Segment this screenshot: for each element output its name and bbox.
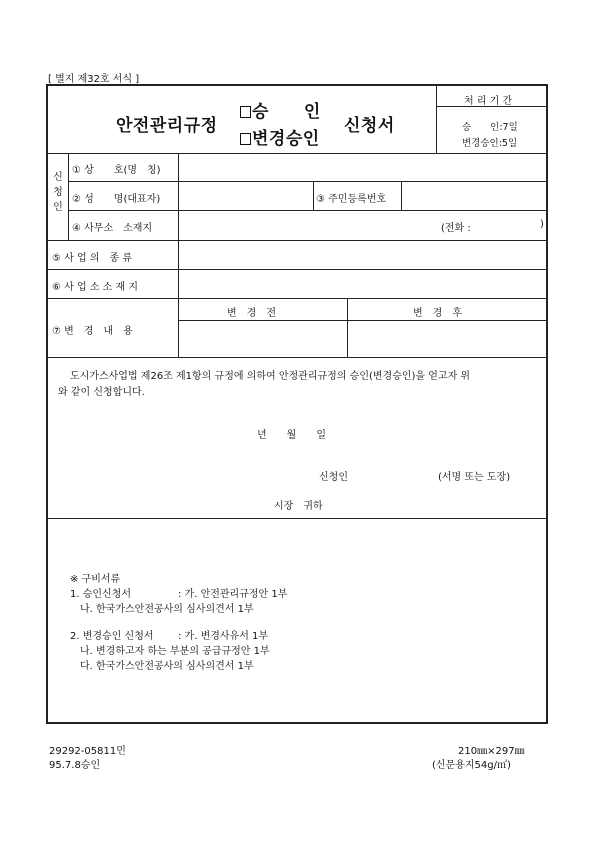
after-change-header: 변 경 후 [413,308,462,319]
title-prefix: 안전관리규정 [116,116,218,136]
divider [68,210,547,211]
change-after-field[interactable] [349,322,545,356]
signature-note: (서명 또는 도장) [438,472,511,483]
representative-name-label: ② 성 명(대표자) [72,194,161,205]
addressee: 시장 귀하 [274,501,323,512]
statement-line-1: 도시가스사업법 제26조 제1항의 규정에 의하여 안정관리규정의 승인(변경승인)을 얻고자 위 [70,371,471,382]
form-code: 29292-05811민 [49,746,126,757]
processing-period-label: 처 리 기 간 [464,96,513,107]
checkbox-icon[interactable] [240,133,251,145]
divider [47,357,547,358]
business-name-field[interactable] [180,155,545,180]
business-name-label: ① 상 호(명 칭) [72,165,161,176]
business-type-field[interactable] [180,242,545,268]
processing-approval-days: 승 인:7일 [462,122,518,133]
doc-item-2-b: 나. 변경하고자 하는 부분의 공급규정안 1부 [80,646,270,657]
approval-option[interactable] [240,97,321,122]
divider [347,298,348,357]
approval-date: 95.7.8승인 [49,760,101,771]
before-change-header: 변 경 전 [227,308,276,319]
doc-item-1-title: 1. 승인신청서 [70,589,132,600]
approval-option-label: 승 인 [252,102,321,122]
doc-item-2-title: 2. 변경승인 신청서 [70,631,154,642]
divider [313,181,314,210]
business-type-label: ⑤ 사 업 의 종 류 [52,253,132,264]
divider [47,269,547,270]
divider [68,181,547,182]
divider [178,153,179,357]
divider [47,298,547,299]
divider [47,153,547,154]
title-suffix: 신청서 [344,116,395,136]
application-date: 년 월 일 [257,430,326,441]
office-address-label: ④ 사무소 소재지 [72,223,153,234]
doc-item-2-c: 다. 한국가스안전공사의 심사의견서 1부 [80,661,254,672]
change-before-field[interactable] [180,322,346,356]
doc-item-1-a: : 가. 안전관리규정안 1부 [178,589,288,600]
applicant-signature-label: 신청인 [319,472,348,483]
resident-number-label: ③ 주민등록번호 [316,194,387,205]
change-content-label: ⑦ 변 경 내 용 [52,326,133,337]
change-approval-option[interactable] [240,124,320,149]
divider [68,153,69,240]
representative-name-field[interactable] [180,183,311,208]
form-number-label: [ 별지 제32호 서식 ] [48,74,140,85]
phone-label: (전화 : [441,223,471,234]
resident-number-field[interactable] [403,183,545,208]
doc-item-2-a: : 가. 변경사유서 1부 [178,631,269,642]
documents-heading: ※ 구비서류 [70,574,121,585]
processing-change-days: 변경승인:5일 [462,138,518,149]
change-approval-option-label: 변경승인 [252,129,320,149]
checkbox-icon[interactable] [240,106,251,118]
divider [436,85,437,153]
statement-line-2: 와 같이 신청합니다. [58,387,145,398]
doc-item-1-b: 나. 한국가스안전공사의 심사의견서 1부 [80,604,254,615]
divider [47,518,547,519]
phone-close: ) [540,219,544,230]
paper-size: 210㎜×297㎜ [458,746,525,757]
divider [47,240,547,241]
applicant-group-label: 신청인 [53,172,63,213]
office-address-field[interactable] [180,212,435,238]
paper-type: (신문용지54g/㎡) [432,760,511,771]
business-location-field[interactable] [180,271,545,297]
business-location-label: ⑥ 사 업 소 소 재 지 [52,282,138,293]
divider [401,181,402,210]
divider [178,320,547,321]
